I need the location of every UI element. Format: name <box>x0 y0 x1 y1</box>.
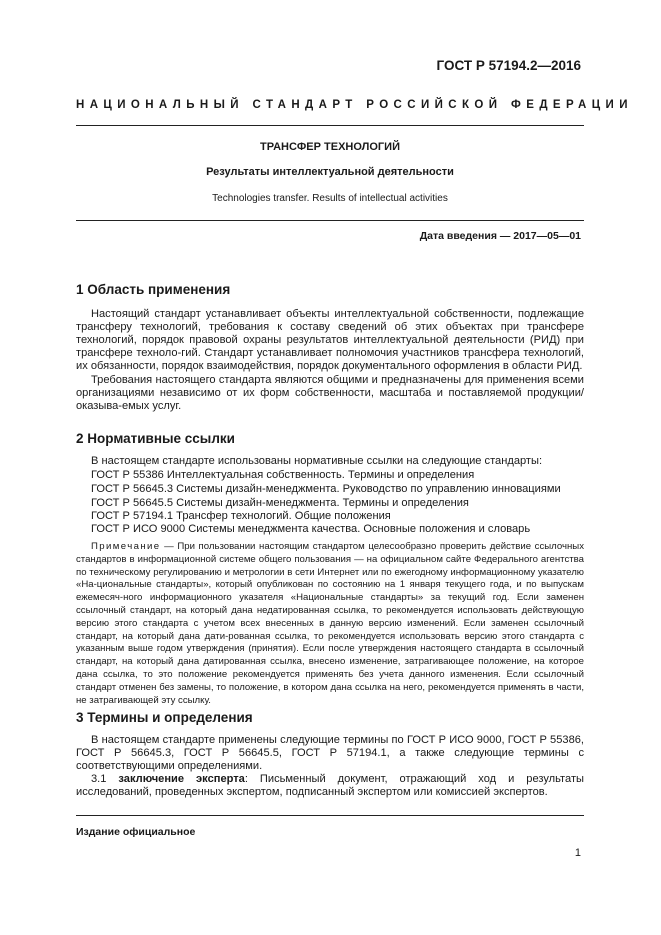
section-2-intro: В настоящем стандарте использованы нормативные ссылки на следующие стандарты: <box>91 455 543 467</box>
section-1-paragraph-1: Настоящий стандарт устанавливает объекты интеллектуальной собственности, подлежащие трансферу технологий, требования к составу сведений об этих объектах при трансфере технологий, порядок правовой охраны результатов интеллектуальной деятельности (РИД) при трансфере техноло-гий. Стандарт устанавливает полномочия участников трансфера технологий, их обязанности, порядок взаимодействия, порядок документального оформления в области РИД. <box>76 308 584 372</box>
reference-item: ГОСТ Р 56645.5 Системы дизайн-менеджмента. Термины и определения <box>91 497 469 509</box>
reference-item: ГОСТ Р 56645.3 Системы дизайн-менеджмента. Руководство по управлению инновациями <box>91 483 561 495</box>
reference-item: ГОСТ Р 57194.1 Трансфер технологий. Общие положения <box>91 510 391 522</box>
top-divider <box>76 125 584 126</box>
term-number: 3.1 <box>91 773 107 785</box>
section-1-paragraph-2: Требования настоящего стандарта являются общими и предназначены для применения всеми организациями независимо от их форм собственности, масштаба и поставляемой продукции/оказыва-емых услуг. <box>76 374 584 412</box>
standard-code: ГОСТ Р 57194.2—2016 <box>436 58 581 73</box>
term-definition <box>76 773 584 799</box>
reference-item: ГОСТ Р ИСО 9000 Системы менеджмента качества. Основные положения и словарь <box>91 523 531 535</box>
term-name: заключение эксперта <box>118 773 245 785</box>
reference-item: ГОСТ Р 55386 Интеллектуальная собственность. Термины и определения <box>91 469 475 481</box>
page-number: 1 <box>574 847 581 859</box>
national-standard-banner: НАЦИОНАЛЬНЫЙ СТАНДАРТ РОССИЙСКОЙ ФЕДЕРАЦИИ <box>76 99 633 111</box>
section-3-heading: 3 Термины и определения <box>76 710 253 725</box>
footer-divider <box>76 815 584 816</box>
term-definition-text: : Письменный документ, отражающий ход и результаты исследований, проведенных экспертом, подписанный экспертом или комиссией экспертов. <box>76 773 584 798</box>
document-subtitle: Результаты интеллектуальной деятельности <box>206 166 454 178</box>
note-text: — При пользовании настоящим стандартом целесообразно проверить действие ссылочных стандартов в информационной системе общего пользования — на официальном сайте Федерального агентства по техническому регулированию и метрологии в сети Интернет или по ежегодному информационному указателю «На-циональные стандарты», который опубликован по состоянию на 1 января текущего года, и по выпускам ежемесяч-ного информационного указателя «Национальные стандарты» за текущий год. Если заменен ссылочный стандарт, на который дана недатированная ссылка, то рекомендуется использовать действующую версию этого стандарта с учетом всех внесенных в данную версию изменений. Если заменен ссылочный стандарт, на который дана дати-рованная ссылка, то рекомендуется использовать версию этого стандарта с указанным выше годом утверждения (принятия). Если после утверждения настоящего стандарта в ссылочный стандарт, на который дана датированная ссылка, внесено изменение, затрагивающее положение, на которое дана ссылка, то это положение рекомендуется применять без учета данного изменения. Если ссылочный стандарт отменен без замены, то положение, в котором дана ссылка на него, рекомендуется применять в части, не затрагивающей эту ссылку. <box>76 541 584 706</box>
english-title: Technologies transfer. Results of intellectual activities <box>212 193 448 204</box>
section-1-heading: 1 Область применения <box>76 282 231 297</box>
section-3-paragraph-1: В настоящем стандарте применены следующие термины по ГОСТ Р ИСО 9000, ГОСТ Р 55386, ГОСТ Р 56645.3, ГОСТ Р 56645.5, ГОСТ Р 57194.1, а также следующие термины с соответствующими определениями. <box>76 734 584 772</box>
document-title: ТРАНСФЕР ТЕХНОЛОГИЙ <box>260 141 400 153</box>
introduction-date: Дата введения — 2017—05—01 <box>419 230 581 242</box>
section-2-heading: 2 Нормативные ссылки <box>76 431 235 446</box>
title-divider <box>76 220 584 221</box>
note-label: Примечание <box>91 541 161 552</box>
edition-label: Издание официальное <box>76 826 196 838</box>
reference-note <box>76 541 584 707</box>
